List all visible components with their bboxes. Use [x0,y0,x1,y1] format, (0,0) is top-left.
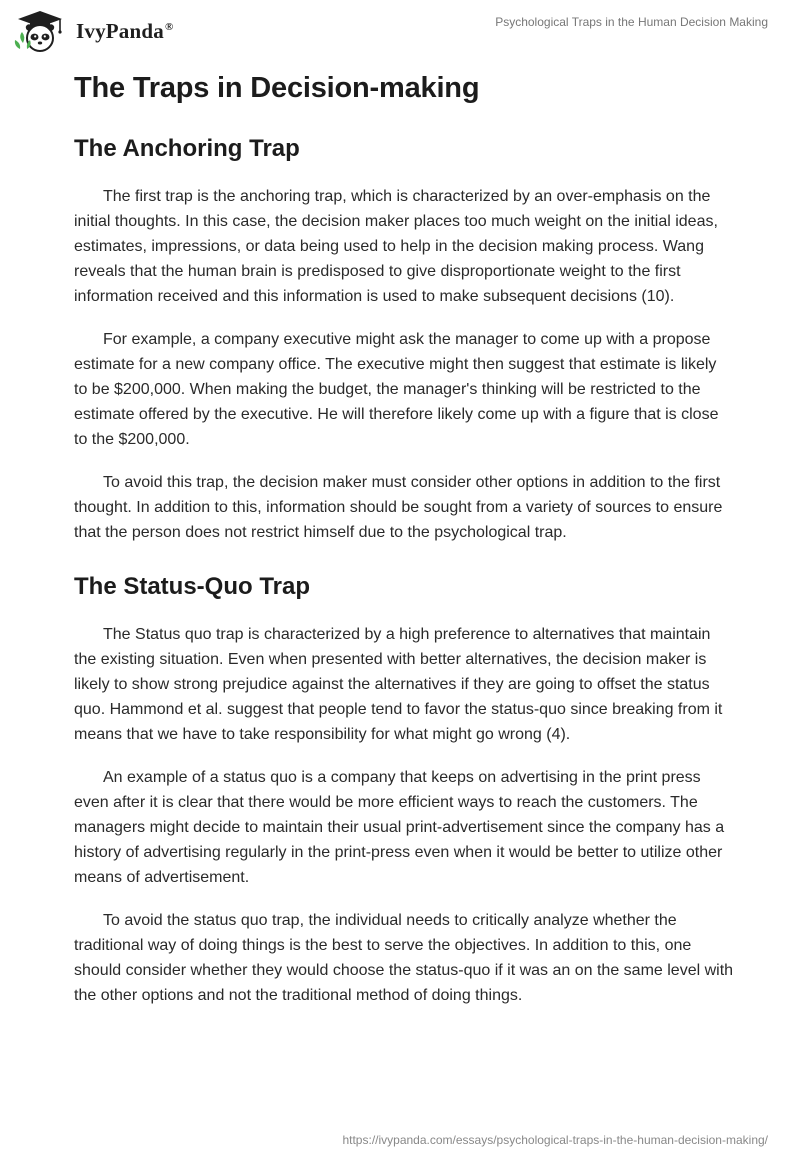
section-heading: The Status-Quo Trap [74,573,311,600]
paragraph: To avoid this trap, the decision maker must consider other options in addition to the first thought. In addition to this, information should be sought from a variety of sources to ensure that the person does not restrict himself due to the psychological trap. [74,474,723,541]
paragraph: To avoid the status quo trap, the individual needs to critically analyze whether the traditional way of doing things is the best to serve the objectives. In addition to this, one should consider whether they would choose the status-quo if it was an on the same level with the other options and not the traditional method of doing things. [74,912,734,1004]
paragraph: For example, a company executive might ask the manager to come up with a propose estimate for a new company office. The executive might then suggest that estimate is likely to be $200,000. When making the budget, the manager's thinking will be restricted to the estimate offered by the executive. He will therefore likely come up with a figure that is close to the $200,000. [74,331,719,448]
source-url[interactable]: https://ivypanda.com/essays/psychological-traps-in-the-human-decision-making/ [342,1133,768,1147]
document-title-header: Psychological Traps in the Human Decision Making [495,15,768,29]
logo-wordmark: IvyPanda® [76,18,174,43]
essay-content [74,72,734,1008]
section-heading: The Anchoring Trap [74,135,300,162]
section-status-quo-trap [74,573,734,1008]
panda-graduate-icon [14,9,66,53]
section-anchoring-trap [74,135,734,545]
page-header [0,0,800,60]
paragraph: An example of a status quo is a company that keeps on advertising in the print press even after it is clear that there would be more efficient ways to reach the customers. The managers might decide to maintain their usual print-advertisement since the company has a history of advertising regularly in the print-press even when it would be better to utilize other means of advertisement. [74,769,725,886]
page-title: The Traps in Decision-making [74,72,480,104]
paragraph: The Status quo trap is characterized by a high preference to alternatives that maintain the existing situation. Even when presented with better alternatives, the decision maker is likely to show strong prejudice against the alternatives if they are going to offset the status quo. Hammond et al. suggest that people tend to favor the status-quo since breaking from it means that we have to take responsibility for what might go wrong (4). [74,626,723,743]
paragraph: The first trap is the anchoring trap, which is characterized by an over-emphasis on the initial thoughts. In this case, the decision maker places too much weight on the initial ideas, estimates, impressions, or data being used to help in the decision making process. Wang reveals that the human brain is predisposed to give disproportionate weight to the first information received and this information is used to make subsequent decisions (10). [74,188,718,305]
ivypanda-logo[interactable] [14,9,173,53]
